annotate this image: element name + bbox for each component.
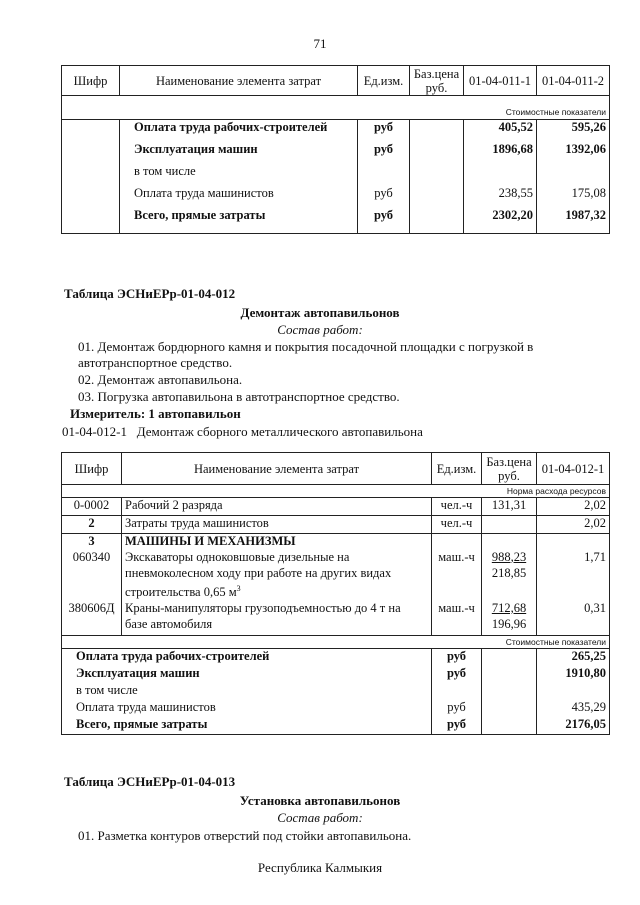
col-header-011-1: 01-04-011-1	[464, 66, 537, 96]
norm-label: Норма расхода ресурсов	[62, 485, 610, 498]
res-code: 380606Д	[62, 600, 122, 636]
cost-val: 435,29	[537, 700, 610, 717]
res-code: 2	[62, 516, 122, 534]
res-name-line: Краны-манипуляторы грузоподъемностью до 4 т на	[125, 600, 401, 615]
cost-name: в том числе	[62, 683, 432, 700]
row-v2: 595,26	[537, 120, 610, 142]
cost-name: Оплата труда рабочих-строителей	[62, 649, 432, 666]
res-name-line: строительства 0,65 $м^3$	[125, 583, 241, 599]
res-val: 0,31	[537, 600, 610, 636]
col-header-name: Наименование элемента затрат	[122, 453, 432, 485]
resource-table-012	[61, 452, 610, 735]
res-name: Затраты труда машинистов	[122, 516, 432, 534]
row-name: в том числе	[120, 164, 358, 186]
row-v2: 1392,06	[537, 142, 610, 164]
cost-unit: руб	[432, 717, 482, 735]
res-val: 2,02	[537, 516, 610, 534]
cost-val: 1910,80	[537, 666, 610, 683]
res-price-sub: 196,96	[491, 616, 527, 631]
res-name-line: базе автомобиля	[125, 616, 213, 631]
col-header-code: Шифр	[62, 453, 122, 485]
page-number: 71	[313, 36, 327, 51]
res-name-line: Экскаваторы одноковшовые дизельные на	[125, 549, 350, 564]
row-v1: 1896,68	[464, 142, 537, 164]
res-code: 0-0002	[62, 498, 122, 516]
col-header-011-2: 01-04-011-2	[537, 66, 610, 96]
res-code: 3	[62, 534, 122, 549]
cost-table-011	[61, 65, 610, 234]
res-price-main: 988,23	[491, 549, 527, 564]
col-header-code: Шифр	[62, 66, 120, 96]
res-unit: чел.-ч	[432, 498, 482, 516]
row-name: Эксплуатация машин	[120, 142, 358, 164]
table-label-013: Таблица ЭСНиЕРр-01-04-013	[64, 774, 236, 789]
row-unit: руб	[358, 208, 410, 234]
col-header-price: Баз.цена руб.	[410, 66, 464, 96]
res-val: 1,71	[537, 549, 610, 600]
row-v1: 2302,20	[464, 208, 537, 234]
section-label: Стоимостные показатели	[62, 96, 610, 120]
work-item: автотранспортное средство.	[78, 355, 233, 370]
cost-unit: руб	[432, 700, 482, 717]
work-item: 02. Демонтаж автопавильона.	[78, 372, 243, 387]
table-label-012: Таблица ЭСНиЕРр-01-04-012	[64, 286, 236, 301]
res-val: 2,02	[537, 498, 610, 516]
row-v1: 405,52	[464, 120, 537, 142]
measure-012: Измеритель: 1 автопавильон	[70, 406, 241, 421]
section-title-012: Демонтаж автопавильонов	[240, 305, 400, 320]
col-header-012-1: 01-04-012-1	[537, 453, 610, 485]
row-unit: руб	[358, 120, 410, 142]
row-unit: руб	[358, 186, 410, 208]
row-v2: 175,08	[537, 186, 610, 208]
res-name: МАШИНЫ И МЕХАНИЗМЫ	[122, 534, 432, 549]
res-name-block	[122, 549, 432, 600]
res-unit: маш.-ч	[432, 600, 482, 636]
res-unit: маш.-ч	[432, 549, 482, 600]
res-code: 060340	[62, 549, 122, 600]
work-item: 01. Разметка контуров отверстий под стойки автопавильона.	[78, 828, 412, 843]
res-price-sub: 218,85	[491, 565, 527, 580]
cost-name: Оплата труда машинистов	[62, 700, 432, 717]
row-name: Оплата труда рабочих-строителей	[120, 120, 358, 142]
code-line-012: 01-04-012-1 Демонтаж сборного металлического автопавильона	[62, 424, 423, 439]
col-header-unit: Ед.изм.	[432, 453, 482, 485]
res-unit: чел.-ч	[432, 516, 482, 534]
work-item: 03. Погрузка автопавильона в автотранспортное средство.	[78, 389, 400, 404]
cost-val: 2176,05	[537, 717, 610, 735]
col-header-unit: Ед.изм.	[358, 66, 410, 96]
work-item: 01. Демонтаж бордюрного камня и покрытия посадочной площадки с погрузкой в	[78, 339, 534, 354]
res-price: 131,31	[482, 498, 537, 516]
row-v2: 1987,32	[537, 208, 610, 234]
cost-unit: руб	[432, 666, 482, 683]
cost-val: 265,25	[537, 649, 610, 666]
works-title-013: Состав работ:	[277, 810, 363, 825]
footer-region: Республика Калмыкия	[257, 860, 383, 875]
row-unit: руб	[358, 142, 410, 164]
col-header-price: Баз.цена руб.	[482, 453, 537, 485]
cost-name: Всего, прямые затраты	[62, 717, 432, 735]
cost-unit: руб	[432, 649, 482, 666]
res-name: Рабочий 2 разряда	[122, 498, 432, 516]
col-header-name: Наименование элемента затрат	[120, 66, 358, 96]
res-name-block	[122, 600, 432, 636]
works-title-012: Состав работ:	[277, 322, 363, 337]
row-name: Всего, прямые затраты	[120, 208, 358, 234]
row-name: Оплата труда машинистов	[120, 186, 358, 208]
res-price-block	[482, 549, 537, 600]
res-price-block	[482, 600, 537, 636]
cost-label: Стоимостные показатели	[62, 636, 610, 649]
res-price-main: 712,68	[491, 600, 527, 615]
section-title-013: Установка автопавильонов	[239, 793, 401, 808]
row-v1: 238,55	[464, 186, 537, 208]
cost-name: Эксплуатация машин	[62, 666, 432, 683]
res-name-line: пневмоколесном ходу при работе на других видах	[125, 565, 392, 580]
